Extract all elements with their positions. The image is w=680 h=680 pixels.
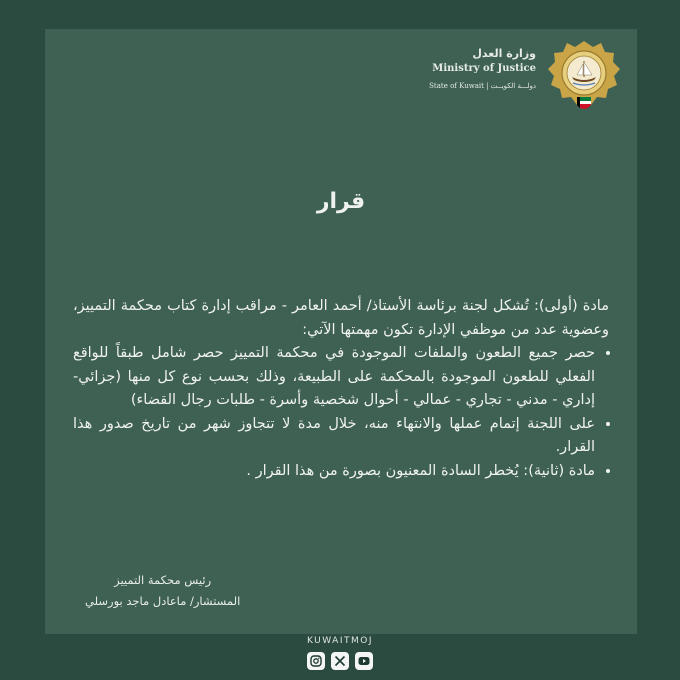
ministry-name-en: Ministry of Justice — [432, 63, 536, 74]
decision-card — [45, 29, 637, 634]
footer — [0, 634, 680, 670]
list-item: • على اللجنة إتمام عملها والانتهاء منه، خلال مدة لا تتجاوز شهر من تاريخ صدور هذا القرار. — [73, 413, 595, 460]
social-links — [0, 652, 680, 670]
state-name-ar: دولـــة الكويــت — [490, 82, 536, 90]
decision-title: قرار — [316, 189, 366, 214]
social-handle: KUWAITMOJ — [307, 636, 373, 646]
ministry-name-ar: وزارة العدل — [472, 47, 536, 60]
instagram-icon[interactable] — [307, 652, 325, 670]
state-name-en: State of Kuwait — [429, 82, 484, 90]
list-item: • مادة (ثانية): يُخطر السادة المعنيون بصورة من هذا القرار . — [73, 460, 595, 484]
ministry-name-block — [429, 47, 536, 93]
signatory-title: رئيس محكمة التمييز — [114, 573, 212, 587]
decision-body — [73, 295, 609, 483]
youtube-icon[interactable] — [355, 652, 373, 670]
kuwait-emblem-icon — [547, 39, 621, 115]
list-item: • حصر جميع الطعون والملفات الموجودة في محكمة التمييز حصر شامل طبقاً للواقع الفعلي للطعون الموجودة بالمحكمة على الطبيعة، وذلك بحسب نوع كل منها (جزائي-إداري - مدني - تجاري - عمالي - أحوال شخصية وأسرة - طلبات رجال القضاء) — [73, 342, 595, 413]
signature-block — [85, 570, 240, 612]
ministry-header — [391, 37, 621, 117]
x-icon[interactable] — [331, 652, 349, 670]
article-one-intro: مادة (أولى): تُشكل لجنة برئاسة الأستاذ/ أحمد العامر - مراقب إدارة كتاب محكمة التمييز، وعضوية عدد من موظفي الإدارة تكون مهمتها الآتي: — [73, 298, 609, 338]
state-line — [429, 79, 536, 93]
state-separator: | — [486, 82, 489, 90]
decision-points-list — [73, 342, 609, 483]
signatory-name: المستشار/ ماعادل ماجد بورسلي — [85, 594, 241, 608]
